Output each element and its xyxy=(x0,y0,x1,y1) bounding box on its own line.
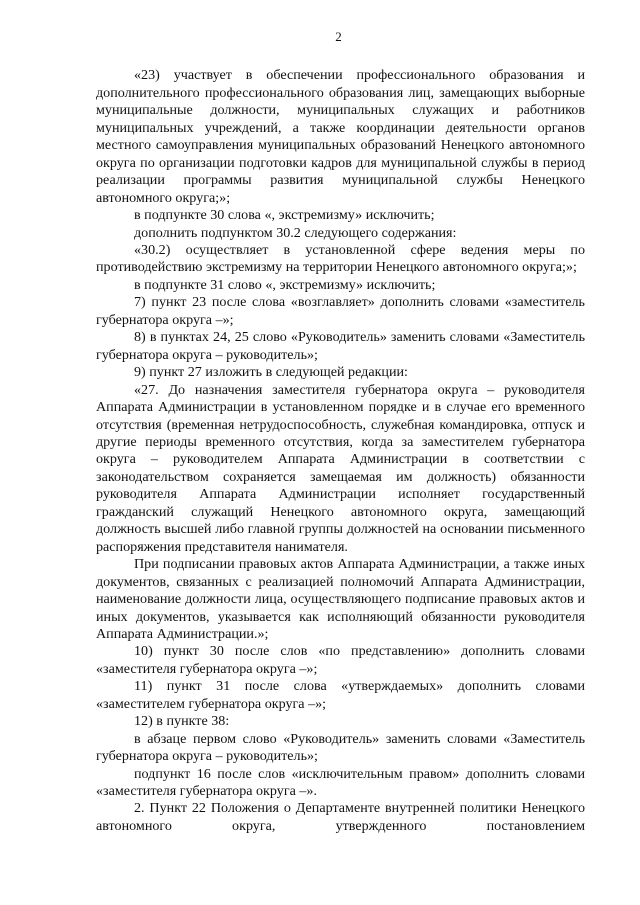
paragraph-item-27-text: «27. До назначения заместителя губернатора округа – руководителя Аппарата Администрации в установленном порядке и в случае его временного отсутствия (временная нетрудоспособность, служебная командировка, отпуск и другие периоды временного отсутствия, когда за заместителем губернатора округа – руководителем Аппарата Администрации в соответствии с законодательством сохраняется замещаемая им должность) обязанности руководителя Аппарата Администрации исполняет государственный гражданский служащий Ненецкого автономного округа, замещающий должность высшей либо главной группы должностей на основании письменного распоряжения представителя нанимателя. xyxy=(96,381,585,555)
page-number: 2 xyxy=(335,29,342,44)
paragraph-subitem-30-2-text: «30.2) осуществляет в установленной сфере ведения меры по противодействию экстремизму на территории Ненецкого автономного округа;»; xyxy=(96,241,585,276)
paragraph-subitem-31-exclude: в подпункте 31 слово «, экстремизму» исключить; xyxy=(134,276,436,293)
paragraph-add-subitem-30-2: дополнить подпунктом 30.2 следующего содержания: xyxy=(134,224,457,241)
document-page xyxy=(96,28,585,835)
paragraph-item-9: 9) пункт 27 изложить в следующей редакции: xyxy=(134,364,408,381)
paragraph-section-2: 2. Пункт 22 Положения о Департаменте внутренней политики Ненецкого автономного округа, утвержденного постановлением xyxy=(96,800,585,834)
paragraph-item-12-first-abzac: в абзаце первом слово «Руководитель» заменить словами «Заместитель губернатора округа – руководитель»; xyxy=(96,730,585,765)
paragraph-item-12-subitem-16: подпункт 16 после слов «исключительным правом» дополнить словами «заместителя губернатора округа –». xyxy=(96,765,585,800)
paragraph-item-7: 7) пункт 23 после слова «возглавляет» дополнить словами «заместитель губернатора округа –»; xyxy=(96,294,585,328)
paragraph-item-27-signing: При подписании правовых актов Аппарата Администрации, а также иных документов, связанных с реализацией полномочий Аппарата Администрации, наименование должности лица, осуществляющего подписание правовых актов и иных документов, указывается как исполняющий обязанности руководителя Аппарата Администрации.»; xyxy=(96,556,585,642)
paragraph-item-12: 12) в пункте 38: xyxy=(134,713,230,730)
paragraph-subitem-30-exclude: в подпункте 30 слова «, экстремизму» исключить; xyxy=(134,207,435,224)
paragraph-item-8: 8) в пунктах 24, 25 слово «Руководитель» заменить словами «Заместитель губернатора округа – руководитель»; xyxy=(96,329,585,363)
paragraph-item-11: 11) пункт 31 после слова «утверждаемых» дополнить словами «заместителем губернатора округа –»; xyxy=(96,678,585,712)
paragraph-item-23: «23) участвует в обеспечении профессионального образования и дополнительного профессионального образования лиц, замещающих выборные муниципальные должности, муниципальных служащих и работников муниципальных учреждений, а также координации деятельности органов местного самоуправления муниципальных образований Ненецкого автономного округа по организации подготовки кадров для муниципальной службы в период реализации программы развития муниципальной службы Ненецкого автономного округа;»; xyxy=(96,67,585,206)
paragraph-item-10: 10) пункт 30 после слов «по представлению» дополнить словами «заместителя губернатора округа –»; xyxy=(96,643,585,677)
